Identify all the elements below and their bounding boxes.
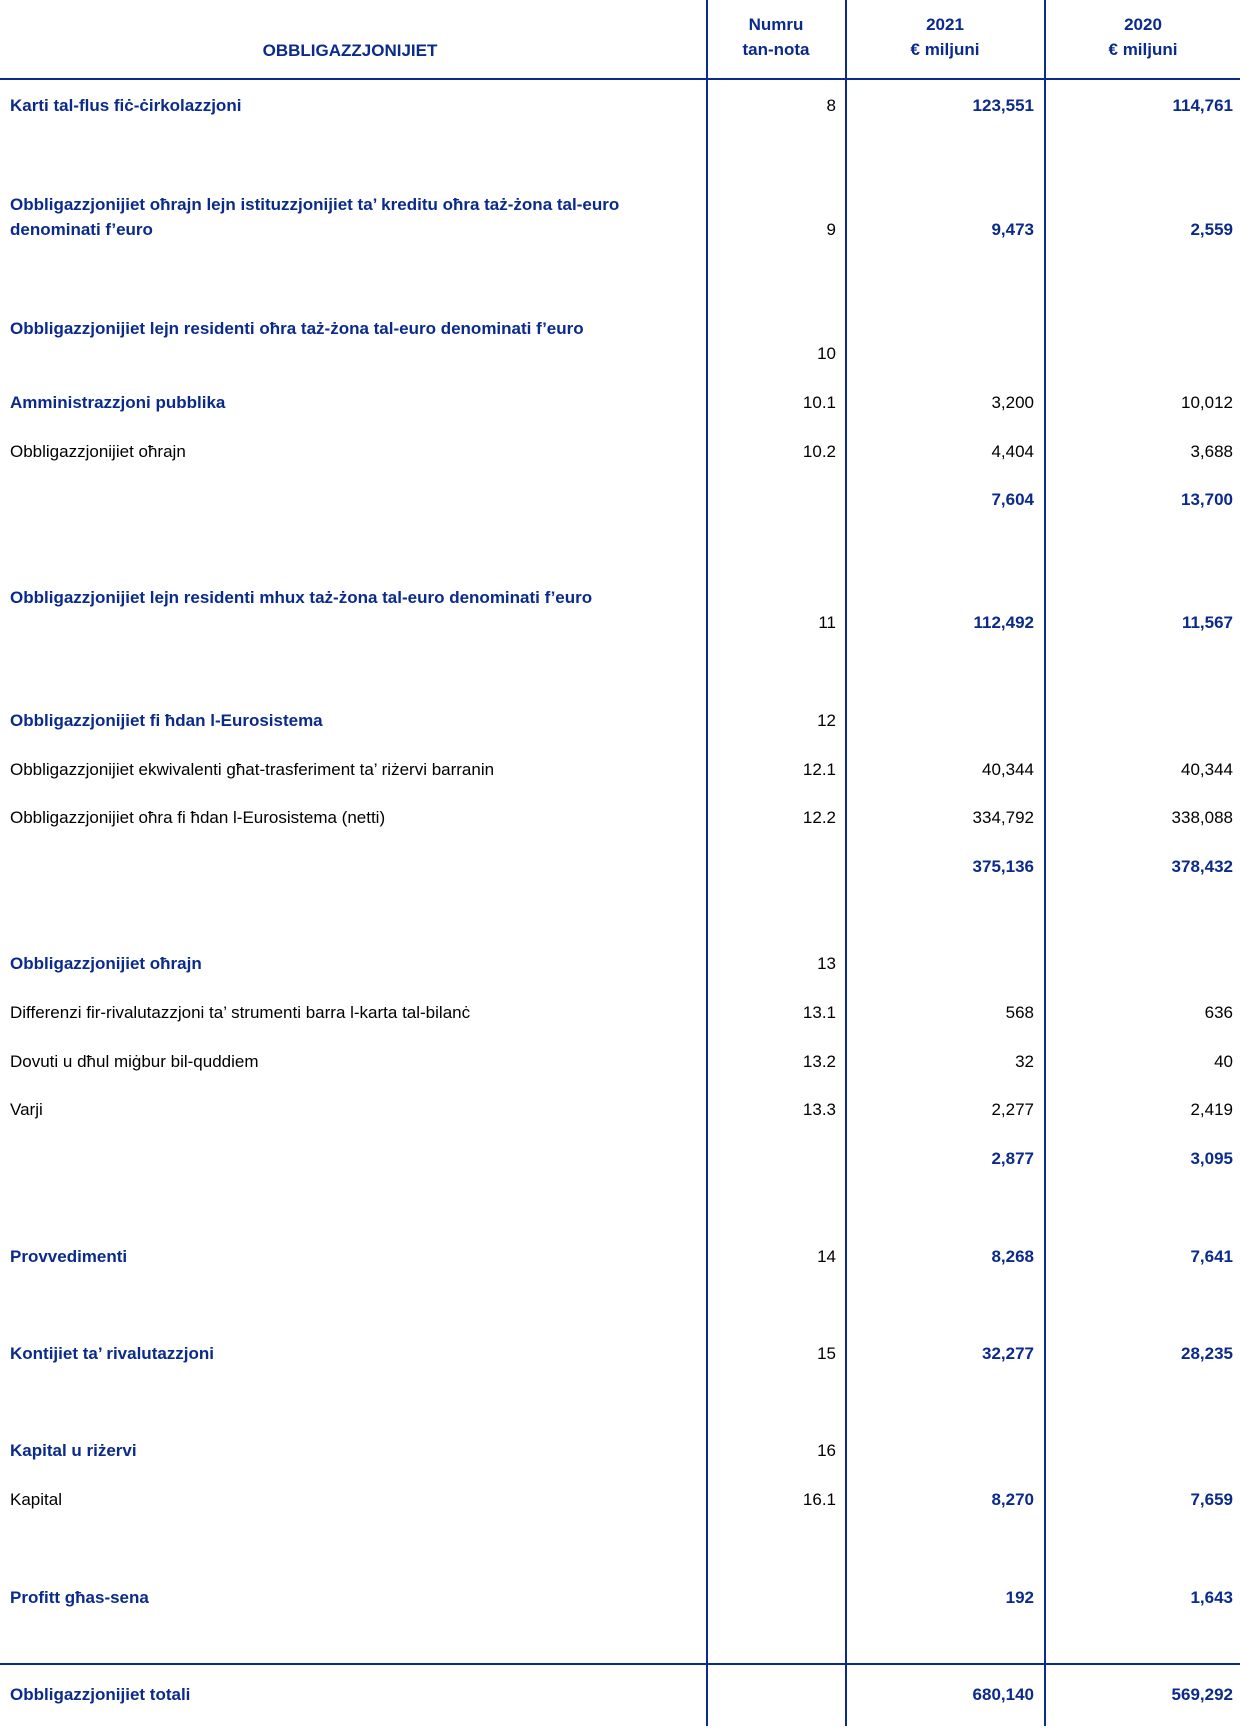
row-value-2020: 1,643 [1190, 1588, 1233, 1607]
row-total-liabilities [0, 1682, 1240, 1707]
row-label: Obbligazzjonijiet lejn residenti oħra taż-żona tal-euro denominati f’euro [10, 319, 584, 338]
header-note-line1: Numru [748, 15, 804, 34]
row-value-2021: 8,270 [991, 1490, 1034, 1509]
row-general-government [0, 390, 1240, 415]
row-note: 10.2 [802, 442, 836, 461]
row-value-2021: 8,268 [991, 1247, 1034, 1266]
row-note: 10.1 [802, 393, 836, 412]
row-value-2021: 2,277 [991, 1100, 1034, 1119]
row-sundry [0, 1097, 1240, 1122]
row-note: 16 [817, 1441, 836, 1460]
row-note: 16.1 [802, 1490, 836, 1509]
header-2020-unit: € miljuni [1108, 40, 1178, 59]
row-value-2020: 3,688 [1190, 442, 1233, 461]
table-title: OBBLIGAZZJONIJIET [262, 41, 438, 60]
row-provisions [0, 1244, 1240, 1269]
row-note: 13.1 [802, 1003, 836, 1022]
row-note: 14 [817, 1247, 836, 1266]
row-note: 10 [817, 344, 836, 363]
row-label: Varji [10, 1100, 43, 1119]
row-revaluation-accounts [0, 1341, 1240, 1366]
row-note: 11 [818, 613, 836, 632]
row-note: 15 [817, 1344, 836, 1363]
row-other-euro-residents [0, 316, 1240, 366]
row-value-2020: 11,567 [1181, 613, 1233, 632]
row-profit-for-year [0, 1585, 1240, 1610]
row-capital [0, 1487, 1240, 1512]
total-top-rule [0, 1663, 1240, 1665]
header-2021-unit: € miljuni [910, 40, 980, 59]
row-value-2021: 32 [1015, 1052, 1034, 1071]
row-value-2020: 7,659 [1190, 1490, 1233, 1509]
row-value-2020: 2,419 [1190, 1100, 1233, 1119]
row-label: Kontijiet ta’ rivalutazzjoni [10, 1344, 215, 1363]
row-value-2020: 7,641 [1190, 1247, 1233, 1266]
row-value-2021: 9,473 [991, 220, 1034, 239]
row-value-2020: 13,700 [1181, 490, 1233, 509]
row-value-2020: 378,432 [1171, 857, 1233, 876]
row-subtotal-13 [0, 1146, 1240, 1171]
row-label: Profitt għas-sena [10, 1588, 149, 1607]
row-value-2020: 569,292 [1171, 1685, 1233, 1704]
row-label: Obbligazzjonijiet oħrajn lejn istituzzjonijiet ta’ kreditu oħra taż-żona tal-euro denominati f’euro [10, 195, 620, 239]
row-note: 12 [817, 711, 836, 730]
row-label: Amministrazzjoni pubblika [10, 393, 226, 412]
row-value-2020: 2,559 [1190, 220, 1233, 239]
header-2020-year: 2020 [1124, 15, 1162, 34]
row-subtotal-10 [0, 487, 1240, 512]
row-label: Obbligazzjonijiet oħrajn [10, 442, 186, 461]
row-note: 13.2 [802, 1052, 836, 1071]
header-2020 [1046, 12, 1240, 62]
row-note: 13.3 [802, 1100, 836, 1119]
row-other-intra-eurosystem [0, 805, 1240, 830]
header-note-line2: tan-nota [742, 40, 810, 59]
row-label: Provvedimenti [10, 1247, 128, 1266]
row-note: 12.2 [802, 808, 836, 827]
row-intra-eurosystem [0, 708, 1240, 733]
row-value-2021: 112,492 [973, 613, 1034, 632]
row-foreign-reserves-transfer [0, 757, 1240, 782]
row-label: Differenzi fir-rivalutazzjoni ta’ strumenti barra l-karta tal-bilanċ [10, 1003, 471, 1022]
header-2021-year: 2021 [926, 15, 964, 34]
row-value-2021: 4,404 [991, 442, 1034, 461]
row-off-balance-revaluation [0, 1000, 1240, 1025]
row-label: Obbligazzjonijiet oħrajn [10, 954, 202, 973]
row-label: Kapital [10, 1490, 62, 1509]
row-label: Dovuti u dħul miġbur bil-quddiem [10, 1052, 259, 1071]
row-capital-reserves [0, 1438, 1240, 1463]
row-value-2020: 636 [1204, 1003, 1233, 1022]
row-non-euro-residents [0, 585, 1240, 635]
row-credit-institutions [0, 192, 1240, 242]
row-value-2020: 338,088 [1171, 808, 1233, 827]
row-value-2020: 10,012 [1181, 393, 1233, 412]
row-value-2021: 680,140 [972, 1685, 1034, 1704]
row-label: Karti tal-flus fiċ-ċirkolazzjoni [10, 96, 242, 115]
row-label: Obbligazzjonijiet fi ħdan l-Eurosistema [10, 711, 323, 730]
row-label: Obbligazzjonijiet lejn residenti mhux taż-żona tal-euro denominati f’euro [10, 588, 593, 607]
header-note-number [708, 12, 844, 62]
row-accruals [0, 1049, 1240, 1074]
row-subtotal-12 [0, 854, 1240, 879]
row-value-2021: 32,277 [982, 1344, 1034, 1363]
row-value-2021: 3,200 [991, 393, 1034, 412]
row-label: Obbligazzjonijiet oħra fi ħdan l-Eurosistema (netti) [10, 808, 386, 827]
row-other-liabilities-13 [0, 951, 1240, 976]
row-note: 13 [817, 954, 836, 973]
row-note: 12.1 [802, 760, 836, 779]
row-value-2020: 40 [1214, 1052, 1233, 1071]
header-2021 [847, 12, 1043, 62]
row-label: Obbligazzjonijiet totali [10, 1685, 191, 1704]
row-value-2021: 2,877 [991, 1149, 1034, 1168]
row-note: 8 [826, 96, 836, 115]
header-bottom-rule [0, 78, 1240, 80]
row-value-2021: 568 [1005, 1003, 1034, 1022]
row-label: Obbligazzjonijiet ekwivalenti għat-trasferiment ta’ riżervi barranin [10, 760, 495, 779]
row-value-2020: 3,095 [1190, 1149, 1233, 1168]
row-value-2021: 375,136 [972, 857, 1034, 876]
row-note: 9 [826, 220, 836, 239]
row-value-2021: 7,604 [991, 490, 1034, 509]
row-value-2021: 123,551 [972, 96, 1034, 115]
row-value-2021: 40,344 [982, 760, 1034, 779]
row-value-2021: 192 [1005, 1588, 1034, 1607]
row-other-liabilities-10-2 [0, 439, 1240, 464]
row-value-2021: 334,792 [972, 808, 1034, 827]
row-value-2020: 40,344 [1181, 760, 1233, 779]
row-value-2020: 28,235 [1181, 1344, 1233, 1363]
row-value-2020: 114,761 [1172, 96, 1233, 115]
row-label: Kapital u riżervi [10, 1441, 137, 1460]
row-banknotes [0, 93, 1240, 118]
